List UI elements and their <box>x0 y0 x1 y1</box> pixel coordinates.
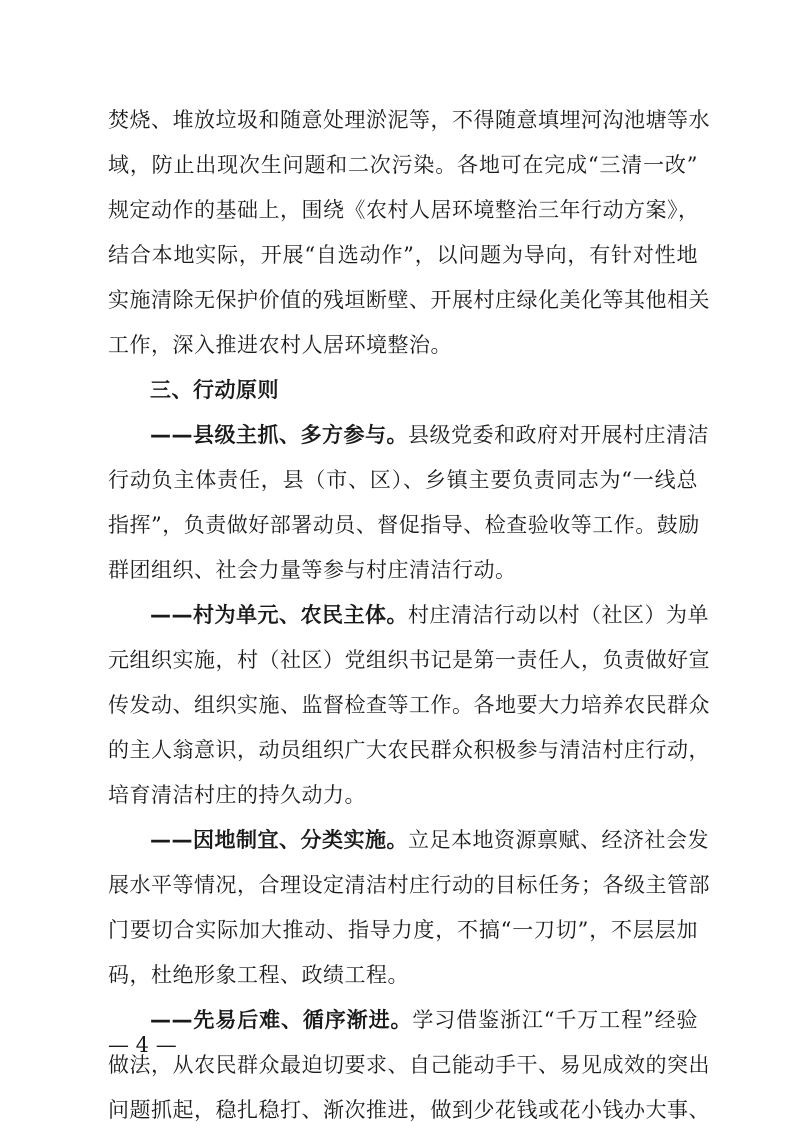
text-line: 行动负主体责任，县（市、区）、乡镇主要负责同志为“一线总 <box>108 468 698 492</box>
text-line <box>108 593 709 638</box>
principle-paragraph <box>108 998 710 1133</box>
principle-title: ——因地制宜、分类实施。 <box>150 828 408 852</box>
text-line: 传发动、组织实施、监督检查等工作。各地要大力培养农民群众 <box>108 693 710 717</box>
text-line: 群团组织、社会力量等参与村庄清洁行动。 <box>108 558 517 582</box>
principle-paragraph <box>108 818 710 998</box>
principle-text: 立足本地资源禀赋、经济社会发 <box>408 828 709 852</box>
text-line <box>108 998 698 1043</box>
principle-title: ——村为单元、农民主体。 <box>150 603 408 627</box>
section-heading: 三、行动原则 <box>150 378 279 402</box>
principle-title: ——先易后难、循序渐进。 <box>150 1008 413 1032</box>
paragraph-continuation <box>108 98 710 368</box>
document-body <box>108 98 710 1133</box>
text-line: 元组织实施，村（社区）党组织书记是第一责任人，负责做好宣 <box>108 648 710 672</box>
text-line: 码，杜绝形象工程、政绩工程。 <box>108 963 409 987</box>
page-number: — 4 — <box>108 1033 177 1057</box>
text-line: 工作，深入推进农村人居环境整治。 <box>108 333 452 357</box>
principle-title: ——县级主抓、多方参与。 <box>150 423 408 447</box>
text-line: 域，防止出现次生问题和二次污染。各地可在完成“三清一改” <box>108 153 698 177</box>
principle-text: 县级党委和政府对开展村庄清洁 <box>408 423 709 447</box>
text-line: 的主人翁意识，动员组织广大农民群众积极参与清洁村庄行动， <box>108 738 710 762</box>
principle-paragraph <box>108 413 709 593</box>
text-line: 培育清洁村庄的持久动力。 <box>108 783 366 807</box>
principle-text: 村庄清洁行动以村（社区）为单 <box>408 603 709 627</box>
text-line: 结合本地实际，开展“自选动作”，以问题为导向，有针对性地 <box>108 243 698 267</box>
text-line: 做法，从农民群众最迫切要求、自己能动手干、易见成效的突出 <box>108 1053 710 1077</box>
principle-text: 学习借鉴浙江“千万工程”经验 <box>412 1008 698 1032</box>
principle-paragraph <box>108 593 710 818</box>
text-line <box>108 818 709 863</box>
text-line: 焚烧、堆放垃圾和随意处理淤泥等，不得随意填埋河沟池塘等水 <box>108 108 710 132</box>
text-line <box>108 413 709 458</box>
text-line: 规定动作的基础上，围绕《农村人居环境整治三年行动方案》， <box>108 198 700 222</box>
text-line: 实施清除无保护价值的残垣断壁、开展村庄绿化美化等其他相关 <box>108 288 710 312</box>
text-line: 问题抓起，稳扎稳打、渐次推进，做到少花钱或花小钱办大事、 <box>108 1098 710 1122</box>
text-line: 展水平等情况，合理设定清洁村庄行动的目标任务；各级主管部 <box>108 873 710 897</box>
text-line: 指挥”，负责做好部署动员、督促指导、检查验收等工作。鼓励 <box>108 513 700 537</box>
text-line: 门要切合实际加大推动、指导力度，不搞“一刀切”，不层层加 <box>108 918 698 942</box>
